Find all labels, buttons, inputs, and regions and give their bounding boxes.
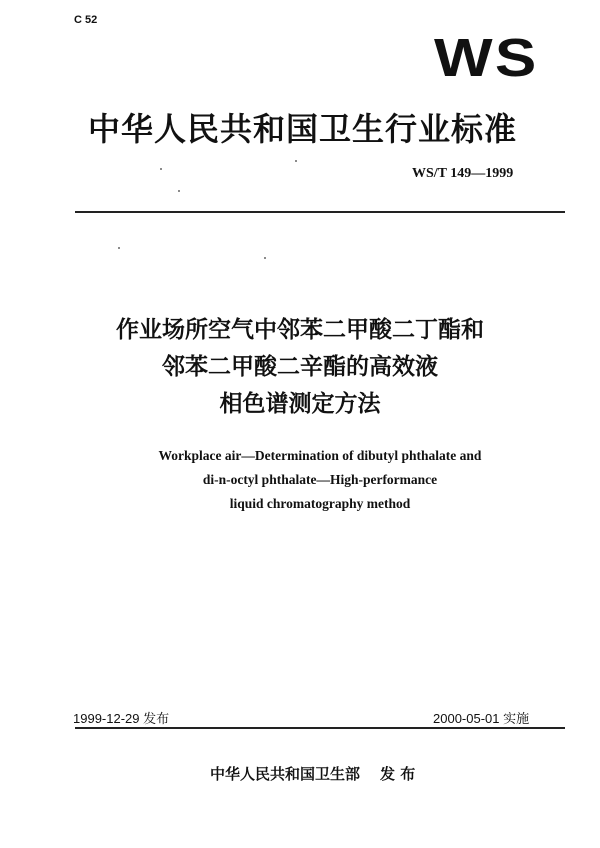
implementation-date: 2000-05-01 实施 — [433, 711, 530, 726]
standard-number: WS/T 149—1999 — [412, 166, 514, 181]
chinese-title-line: 作业场所空气中邻苯二甲酸二丁酯和 — [116, 317, 484, 343]
english-title-line: di-n-octyl phthalate—High-performance — [202, 472, 438, 487]
scan-speck — [295, 160, 297, 162]
scan-speck — [264, 257, 266, 259]
scan-speck — [178, 190, 180, 192]
english-title — [70, 444, 570, 516]
scan-speck — [160, 168, 162, 170]
standard-type-title: 中华人民共和国卫生行业标准 — [88, 110, 518, 148]
issue-date: 1999-12-29 发布 — [73, 711, 170, 726]
chinese-title-line: 相色谱测定方法 — [219, 391, 381, 417]
english-title-line: liquid chromatography method — [229, 496, 411, 511]
header-divider — [75, 211, 565, 213]
chinese-title — [60, 312, 540, 423]
publish-label: 发 布 — [380, 765, 416, 783]
scan-speck — [118, 247, 120, 249]
english-title-line: Workplace air—Determination of dibutyl phthalate and — [158, 448, 482, 463]
publisher-line — [210, 763, 415, 784]
publisher-name: 中华人民共和国卫生部 — [210, 765, 361, 783]
ws-logo: WS — [434, 28, 539, 88]
footer-divider — [75, 727, 565, 729]
classification-code: C 52 — [74, 14, 98, 26]
chinese-title-line: 邻苯二甲酸二辛酯的高效液 — [162, 354, 438, 380]
